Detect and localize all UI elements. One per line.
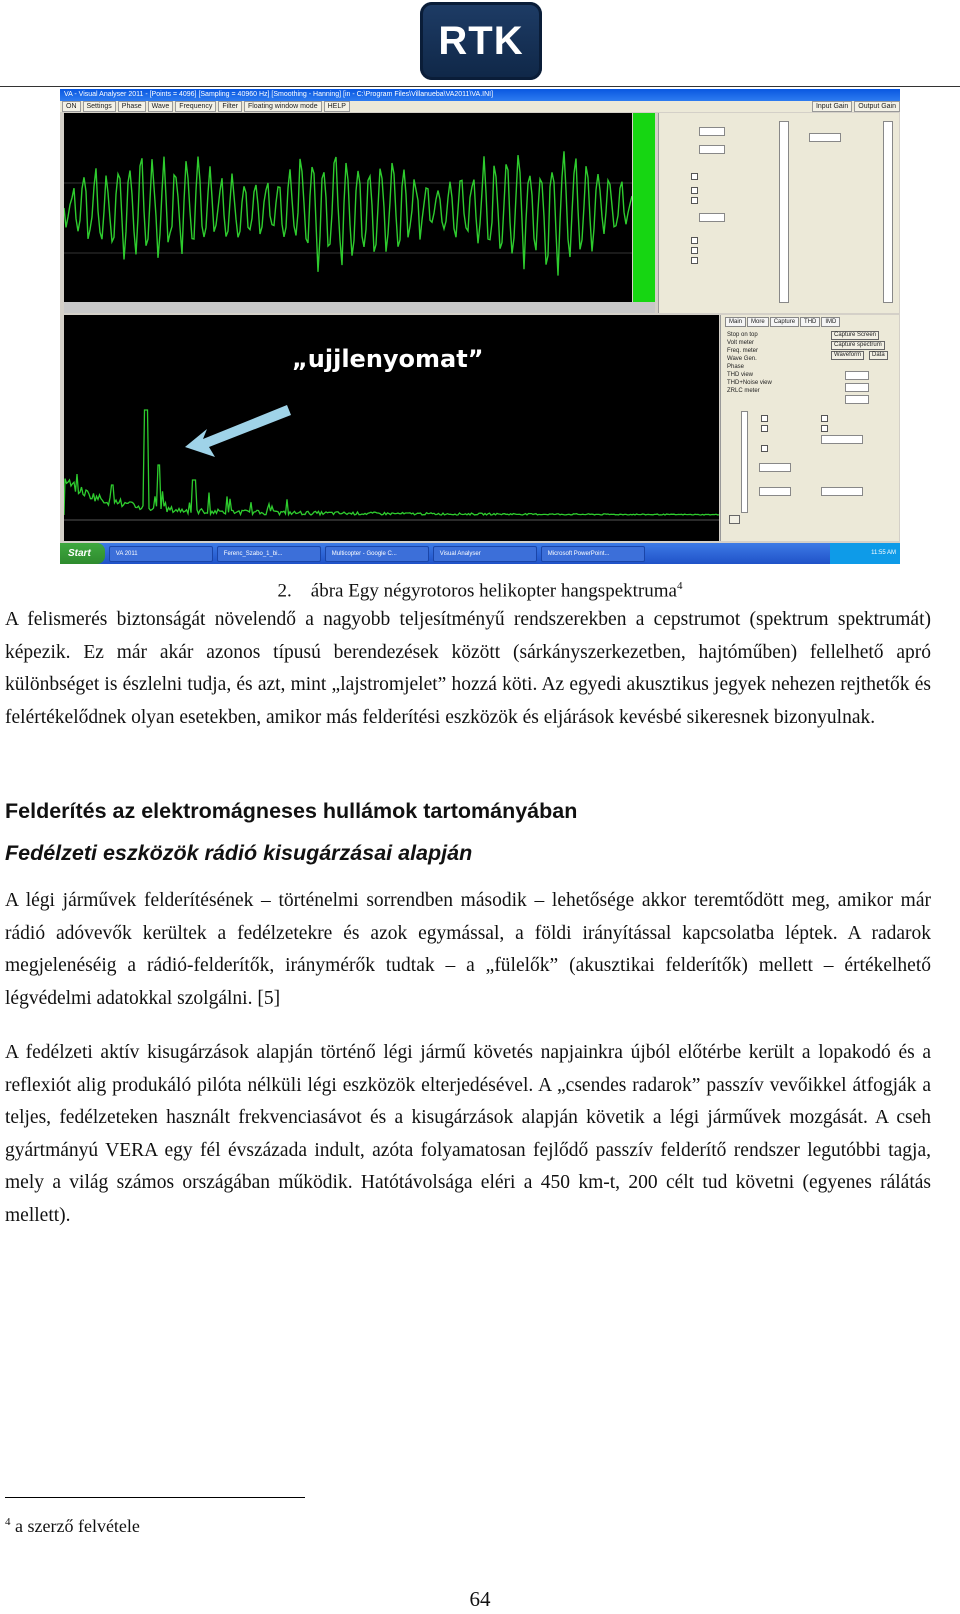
annotation-arrow bbox=[185, 399, 295, 461]
size-field[interactable] bbox=[759, 487, 791, 496]
system-tray-clock: 11:55 AM bbox=[830, 543, 900, 564]
option-item[interactable]: Volt meter bbox=[727, 340, 755, 346]
figure-caption bbox=[0, 580, 960, 602]
tab-more[interactable]: More bbox=[747, 317, 769, 327]
menu-item-phase[interactable]: Phase bbox=[118, 101, 146, 112]
paragraph-cepstrum: A felismerés biztonságát növelendő a nagyobb teljesítményű rendszerekben a cepstrumot (spektrum spektrumát) képezik. Ez már akár azonos típusú berendezések között (sárkányszerkezetben, hajtóműben) fellelhető apró különbséget is észlelni tudja, és azt, mint „lajstromjelet” hozzá köti. Az egyedi akusztikus jegyek nehezen rejthetők és felértékelődnek olyan esetekben, amikor más felderítési eszközök és eljárások kevésbé sikeresnek bizonyulnak. bbox=[5, 609, 931, 728]
taskbar-item[interactable]: Visual Analyser bbox=[433, 546, 537, 562]
menu-item-filter[interactable]: Filter bbox=[218, 101, 242, 112]
divisions-field[interactable] bbox=[699, 127, 725, 136]
log-checkbox-2[interactable] bbox=[821, 415, 828, 422]
waveform-svg bbox=[64, 113, 632, 302]
options-list bbox=[727, 331, 772, 395]
option-item[interactable]: Wave Gen. bbox=[727, 356, 757, 362]
rtk-logo bbox=[420, 2, 542, 80]
paragraph-passive-radar: A fedélzeti aktív kisugárzások alapján történő légi jármű követés napjainkra újból előtérbe került a lopakodó és a reflexiót alig produkáló pilóta nélküli légi eszközök elterjedésével. A „csendes radarok” passzív vevőikkel átfogják a teljes, fedélzeteken használt frekvenciasávot és a kisugárzások alapján követik a légi járművek mozgását. A cseh gyártmányú VERA egy fél évszázada indult, azóta folyamatosan fejlődő passzív felderítő rendszer legutóbbi tagja, mely a világ számos országában működik. Hatótávolsága eléri a 450 km-t, 200 célt tud követni (egyenes rálátás mellett). bbox=[5, 1042, 931, 1226]
menu-item-help[interactable]: HELP bbox=[324, 101, 350, 112]
logo-text: RTK bbox=[438, 18, 524, 63]
panel-tabs bbox=[725, 317, 840, 327]
taskbar-item[interactable]: Multicopter - Google C... bbox=[325, 546, 429, 562]
waveform-status-bar bbox=[64, 302, 655, 313]
option-item[interactable]: Freq. meter bbox=[727, 348, 759, 354]
header-rule bbox=[0, 86, 960, 87]
tab-capture[interactable]: Capture bbox=[770, 317, 799, 327]
section-heading: Felderítés az elektromágneses hullámok tartományában bbox=[5, 799, 578, 823]
level-slider[interactable] bbox=[741, 411, 748, 513]
capture-spectrum-button[interactable]: Capture spectrum bbox=[831, 341, 885, 350]
menu-item-on[interactable]: ON bbox=[62, 101, 81, 112]
waveform-display bbox=[64, 113, 632, 302]
data-button[interactable]: Data bbox=[869, 351, 888, 360]
option-item[interactable]: Stop on top bbox=[727, 332, 758, 338]
negative-radio[interactable] bbox=[691, 197, 698, 204]
scope-controls-panel bbox=[658, 113, 899, 313]
tab-main[interactable]: Main bbox=[725, 317, 746, 327]
footnote-text: a szerző felvétele bbox=[15, 1516, 140, 1536]
page-number: 64 bbox=[469, 1587, 491, 1611]
figure-screenshot bbox=[60, 89, 900, 564]
hold-checkbox[interactable] bbox=[761, 425, 768, 432]
menu-item-settings[interactable]: Settings bbox=[83, 101, 116, 112]
waveform-button[interactable]: Waveform bbox=[831, 351, 864, 360]
option-item[interactable]: Phase bbox=[727, 364, 745, 370]
trigger-level-field[interactable] bbox=[699, 213, 725, 222]
volume-slider-right[interactable] bbox=[883, 121, 893, 303]
menu-item-frequency[interactable]: Frequency bbox=[175, 101, 216, 112]
footnote-rule bbox=[5, 1497, 305, 1498]
positive-radio[interactable] bbox=[691, 187, 698, 194]
channel-field[interactable] bbox=[809, 133, 841, 142]
info-checkbox[interactable] bbox=[761, 445, 768, 452]
auto-button[interactable] bbox=[729, 515, 740, 524]
fit-screen-select[interactable] bbox=[821, 435, 863, 444]
app-title-bar: VA - Visual Analyser 2011 - [Points = 4096] [Sampling = 40960 Hz] [Smoothing - Hanning] [in - C:\Program Files\Villanueba\VA2011\VA.INI] bbox=[60, 89, 900, 101]
spectrum-controls-panel bbox=[720, 315, 899, 541]
menu-item-output-gain[interactable]: Output Gain bbox=[854, 101, 900, 112]
option-item[interactable]: THD view bbox=[727, 372, 754, 378]
dc-removal-checkbox[interactable] bbox=[691, 247, 698, 254]
menu-item-floating[interactable]: Floating window mode bbox=[244, 101, 322, 112]
fingerprint-annotation: „ujjlenyomat” bbox=[292, 345, 484, 373]
trig-checkbox[interactable] bbox=[691, 173, 698, 180]
values-checkbox[interactable] bbox=[691, 257, 698, 264]
waveform-trace bbox=[64, 151, 632, 275]
average-field[interactable] bbox=[759, 463, 791, 472]
capture-screen-button[interactable]: Capture Screen bbox=[831, 331, 879, 340]
footnote bbox=[5, 1516, 140, 1537]
level-meter bbox=[633, 113, 655, 302]
paragraph-radio-recon: A légi járművek felderítésének – történelmi sorrendben második – lehetősége akkor teremtődött meg, amikor már rádió adóvevők kerültek a fedélzetekre és azok egymással, a földi irányítással kapcsolatba léptek. A radarok megjelenéséig a rádió-felderítők, iránymérők tudtak – a „fülelők” (akusztikai felderítők) mellett – értékelhető légvédelmi adatokkal szolgálni. [5] bbox=[5, 890, 931, 1009]
windows-taskbar bbox=[60, 543, 900, 564]
footnote-mark: 4 bbox=[5, 1516, 11, 1528]
channel-select[interactable] bbox=[821, 487, 863, 496]
figure-caption-text: ábra Egy négyrotoros helikopter hangspektruma bbox=[310, 580, 677, 602]
app-menu-bar bbox=[60, 101, 900, 112]
tab-thd[interactable]: THD bbox=[800, 317, 820, 327]
setting-field[interactable] bbox=[845, 383, 869, 392]
lin-checkbox[interactable] bbox=[821, 425, 828, 432]
figure-number: 2. bbox=[277, 580, 292, 602]
tab-imd[interactable]: IMD bbox=[821, 317, 840, 327]
option-item[interactable]: ZRLC meter bbox=[727, 388, 760, 394]
dc-checkbox[interactable] bbox=[691, 237, 698, 244]
menu-item-wave[interactable]: Wave bbox=[148, 101, 174, 112]
subsection-heading: Fedélzeti eszközök rádió kisugárzásai alapján bbox=[5, 841, 473, 865]
taskbar-item[interactable]: Microsoft PowerPoint... bbox=[541, 546, 645, 562]
setting-field[interactable] bbox=[845, 395, 869, 404]
volume-slider-left[interactable] bbox=[779, 121, 789, 303]
option-item[interactable]: THD+Noise view bbox=[727, 380, 772, 386]
taskbar-item[interactable]: Ferenc_Szabo_1_bi... bbox=[217, 546, 321, 562]
zoom-field[interactable] bbox=[699, 145, 725, 154]
taskbar-item[interactable]: VA 2011 bbox=[109, 546, 213, 562]
spectrum-axis bbox=[64, 520, 719, 532]
footnote-reference[interactable]: 4 bbox=[676, 580, 683, 592]
menu-item-input-gain[interactable]: Input Gain bbox=[812, 101, 852, 112]
start-button[interactable]: Start bbox=[60, 543, 105, 564]
log-checkbox[interactable] bbox=[761, 415, 768, 422]
spectrum-trace bbox=[64, 410, 719, 515]
setting-field[interactable] bbox=[845, 371, 869, 380]
arrow-icon bbox=[185, 405, 291, 457]
